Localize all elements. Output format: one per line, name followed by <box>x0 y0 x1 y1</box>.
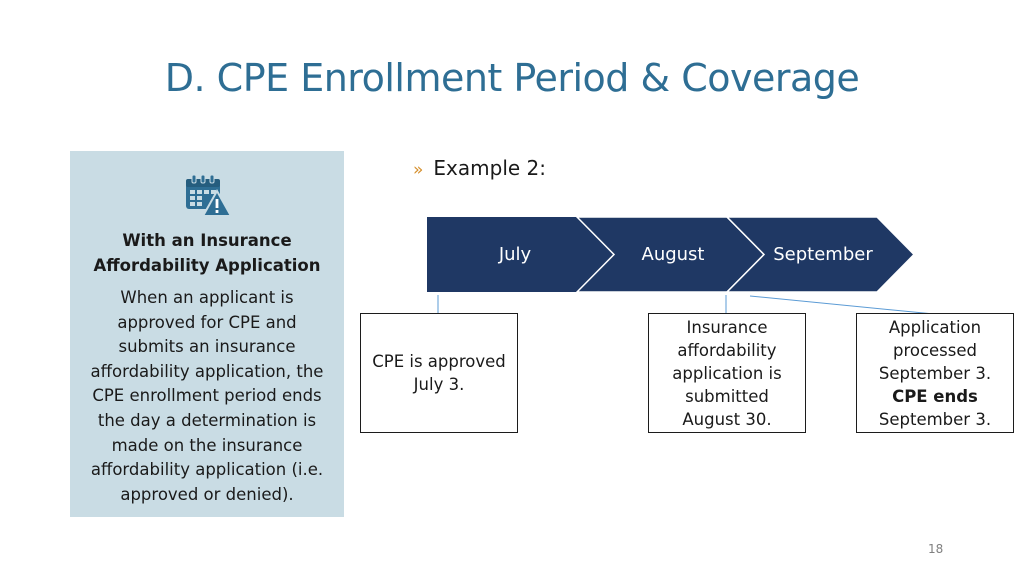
connector-september <box>750 296 934 314</box>
event-text: September 3. <box>878 409 992 429</box>
event-text: August 30. <box>682 409 772 429</box>
bullet-icon: » <box>413 160 424 180</box>
event-text: Application <box>888 317 982 337</box>
event-text: September 3. <box>878 363 992 383</box>
panel-body-line: CPE enrollment period ends <box>92 386 322 406</box>
month-label-july: July <box>498 244 532 265</box>
event-box-september <box>856 313 1014 433</box>
event-text: application is <box>672 363 782 383</box>
panel-body-line: affordability application, the <box>90 361 324 381</box>
panel-body-line: affordability application (i.e. <box>90 460 324 480</box>
panel-body-line: the day a determination is <box>97 410 317 430</box>
event-text: processed <box>892 340 977 360</box>
month-label-august: August <box>641 244 705 265</box>
event-text: CPE is approved <box>372 352 506 371</box>
panel-body-line: made on the insurance <box>111 435 303 455</box>
event-box-august <box>648 313 806 433</box>
panel-body-line: When an applicant is <box>120 288 294 307</box>
example-label: Example 2: <box>433 156 546 180</box>
panel-body-line: approved or denied). <box>120 484 294 504</box>
panel-body-line: submits an insurance <box>118 337 296 357</box>
event-box-july <box>360 313 518 433</box>
event-text: affordability <box>677 340 777 360</box>
slide-title: D. CPE Enrollment Period & Coverage <box>164 56 860 100</box>
panel-body-line: approved for CPE and <box>117 312 297 332</box>
panel-heading-line: Affordability Application <box>93 256 321 275</box>
event-text-bold: CPE ends <box>892 386 978 406</box>
event-text: Insurance <box>686 317 768 337</box>
month-label-september: September <box>773 244 873 265</box>
page-number: 18 <box>928 542 944 556</box>
event-text: July 3. <box>413 375 465 394</box>
event-text: submitted <box>685 386 769 406</box>
panel-heading-line: With an Insurance <box>122 231 292 250</box>
